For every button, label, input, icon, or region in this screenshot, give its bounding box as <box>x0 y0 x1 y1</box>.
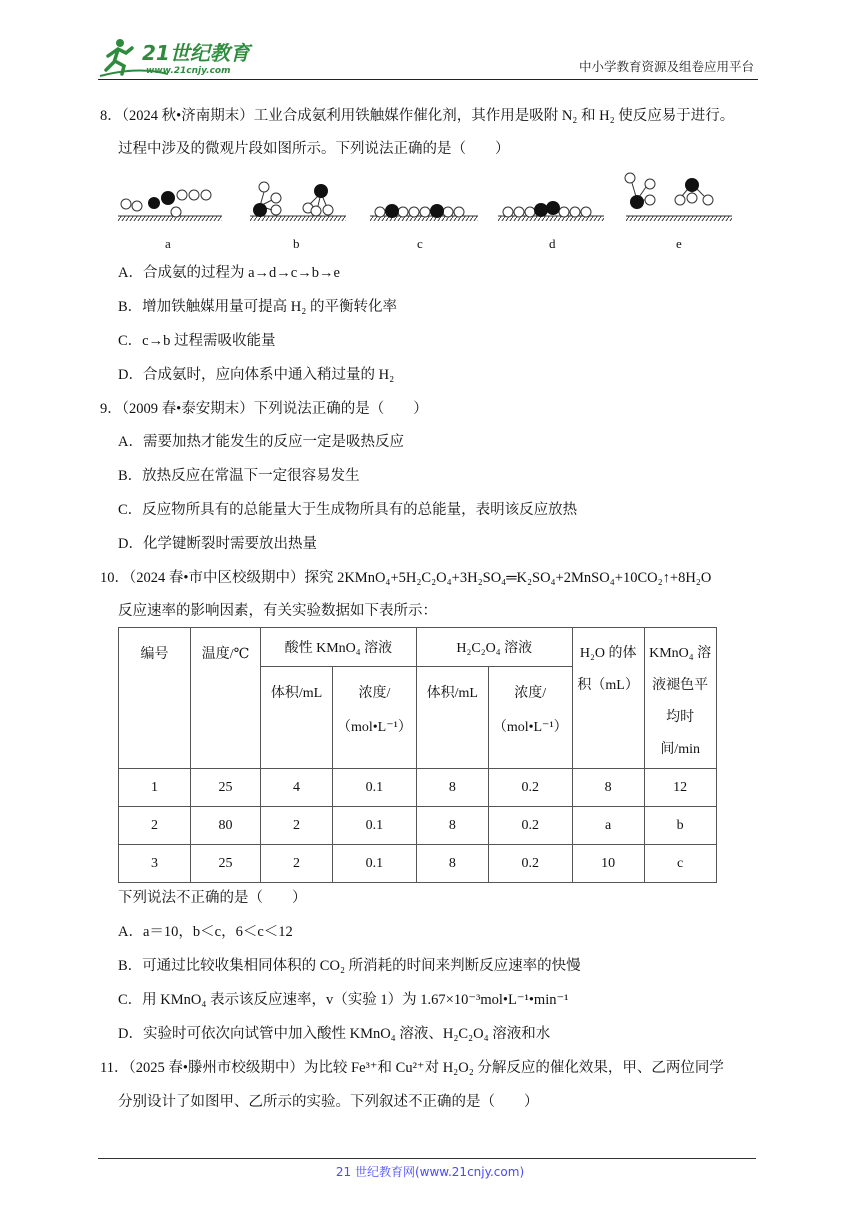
th-kmno4-volume: 体积/mL <box>261 667 333 769</box>
cell: 0.2 <box>488 807 572 845</box>
cell: 2 <box>119 807 191 845</box>
fig-label-e: e <box>676 236 682 251</box>
th-kmno4-solution: 酸性 KMnO₄ 溶液 <box>261 628 417 667</box>
cell: 8 <box>416 769 488 807</box>
th-h2c2o4-concentration: 浓度/（mol•L⁻¹） <box>488 667 572 769</box>
page-footer: 21 世纪教育网(www.21cnjy.com) <box>335 1165 525 1179</box>
q8-stem-line1: 8．（2024 秋•济南期末）工业合成氨利用铁触媒作催化剂，其作用是吸附 N₂ 和 H₂ 使反应易于进行。 <box>100 108 735 124</box>
table-row <box>119 769 717 807</box>
cell: 3 <box>119 845 191 883</box>
fig-label-d: d <box>549 236 556 251</box>
fig-label-a: a <box>165 236 171 251</box>
q10-data-table <box>118 627 717 883</box>
cell: 0.2 <box>488 769 572 807</box>
q11-stem-line2: 分别设计了如图甲、乙所示的实验。下列叙述不正确的是（ ） <box>118 1094 539 1110</box>
fig-label-c: c <box>417 236 423 251</box>
q9-option-a: A．需要加热才能发生的反应一定是吸热反应 <box>118 434 404 450</box>
q8-option-c: C．c→b 过程需吸收能量 <box>118 333 276 349</box>
th-fade-time: KMnO₄ 溶液褪色平均时间/min <box>644 628 716 769</box>
cell: 0.1 <box>333 807 417 845</box>
th-h2c2o4-volume: 体积/mL <box>416 667 488 769</box>
th-h2c2o4-solution: H₂C₂O₄ 溶液 <box>416 628 572 667</box>
cell: 10 <box>572 845 644 883</box>
cell: 12 <box>644 769 716 807</box>
q10-option-a: A．a＝10，b＜c，6＜c＜12 <box>118 924 293 940</box>
q9-option-b: B．放热反应在常温下一定很容易发生 <box>118 468 360 484</box>
th-kmno4-concentration: 浓度/（mol•L⁻¹） <box>333 667 417 769</box>
cell: 1 <box>119 769 191 807</box>
cell: 4 <box>261 769 333 807</box>
q8-option-a: A．合成氨的过程为 a→d→c→b→e <box>118 265 340 281</box>
footer-divider <box>98 1158 756 1159</box>
svg-text:21世纪教育: 21世纪教育 <box>142 41 250 65</box>
th-temperature: 温度/℃ <box>191 628 261 769</box>
q10-stem-line2: 反应速率的影响因素，有关实验数据如下表所示： <box>118 603 437 619</box>
q11-stem-line1: 11．（2025 春•滕州市校级期中）为比较 Fe³⁺和 Cu²⁺对 H₂O₂ 分解反应的催化效果，甲、乙两位同学 <box>100 1060 724 1076</box>
cell: 25 <box>191 769 261 807</box>
cell: a <box>572 807 644 845</box>
q8-option-d: D．合成氨时，应向体系中通入稍过量的 H₂ <box>118 367 395 383</box>
cell: 25 <box>191 845 261 883</box>
fig-label-b: b <box>293 236 300 251</box>
q10-option-b: B．可通过比较收集相同体积的 CO₂ 所消耗的时间来判断反应速率的快慢 <box>118 958 581 974</box>
q8-molecule-figure <box>112 170 732 250</box>
q10-option-c: C．用 KMnO₄ 表示该反应速率，v（实验 1）为 1.67×10⁻³mol•L⁻¹•min⁻¹ <box>118 992 569 1008</box>
catalyst-surface-diagram <box>112 170 732 234</box>
page-header <box>98 36 758 80</box>
q10-option-d: D．实验时可依次向试管中加入酸性 KMnO₄ 溶液、H₂C₂O₄ 溶液和水 <box>118 1026 551 1042</box>
cell: 0.1 <box>333 845 417 883</box>
q10-question: 下列说法不正确的是（ ） <box>118 890 307 906</box>
q9-option-c: C．反应物所具有的总能量大于生成物所具有的总能量，表明该反应放热 <box>118 502 578 518</box>
q9-stem: 9．（2009 春•泰安期末）下列说法正确的是（ ） <box>100 401 428 417</box>
th-number: 编号 <box>119 628 191 769</box>
cell: 8 <box>572 769 644 807</box>
cell: 0.2 <box>488 845 572 883</box>
cell: 2 <box>261 807 333 845</box>
cell: 2 <box>261 845 333 883</box>
cell: b <box>644 807 716 845</box>
platform-name: 中小学教育资源及组卷应用平台 <box>578 59 754 74</box>
q9-option-d: D．化学键断裂时需要放出热量 <box>118 536 317 552</box>
th-water-volume: H₂O 的体积（mL） <box>572 628 644 769</box>
site-logo <box>98 36 268 78</box>
q8-option-b: B．增加铁触媒用量可提高 H₂ 的平衡转化率 <box>118 299 397 315</box>
cell: 8 <box>416 807 488 845</box>
table-row <box>119 845 717 883</box>
cell: 8 <box>416 845 488 883</box>
q8-stem-line2: 过程中涉及的微观片段如图所示。下列说法正确的是（ ） <box>118 141 510 157</box>
q10-stem-line1: 10．（2024 春•市中区校级期中）探究 2KMnO₄+5H₂C₂O₄+3H₂SO₄═K₂SO₄+2MnSO₄+10CO₂↑+8H₂O <box>100 570 712 586</box>
cell: c <box>644 845 716 883</box>
table-row <box>119 807 717 845</box>
cell: 80 <box>191 807 261 845</box>
svg-text:www.21cnjy.com: www.21cnjy.com <box>146 66 231 76</box>
cell: 0.1 <box>333 769 417 807</box>
